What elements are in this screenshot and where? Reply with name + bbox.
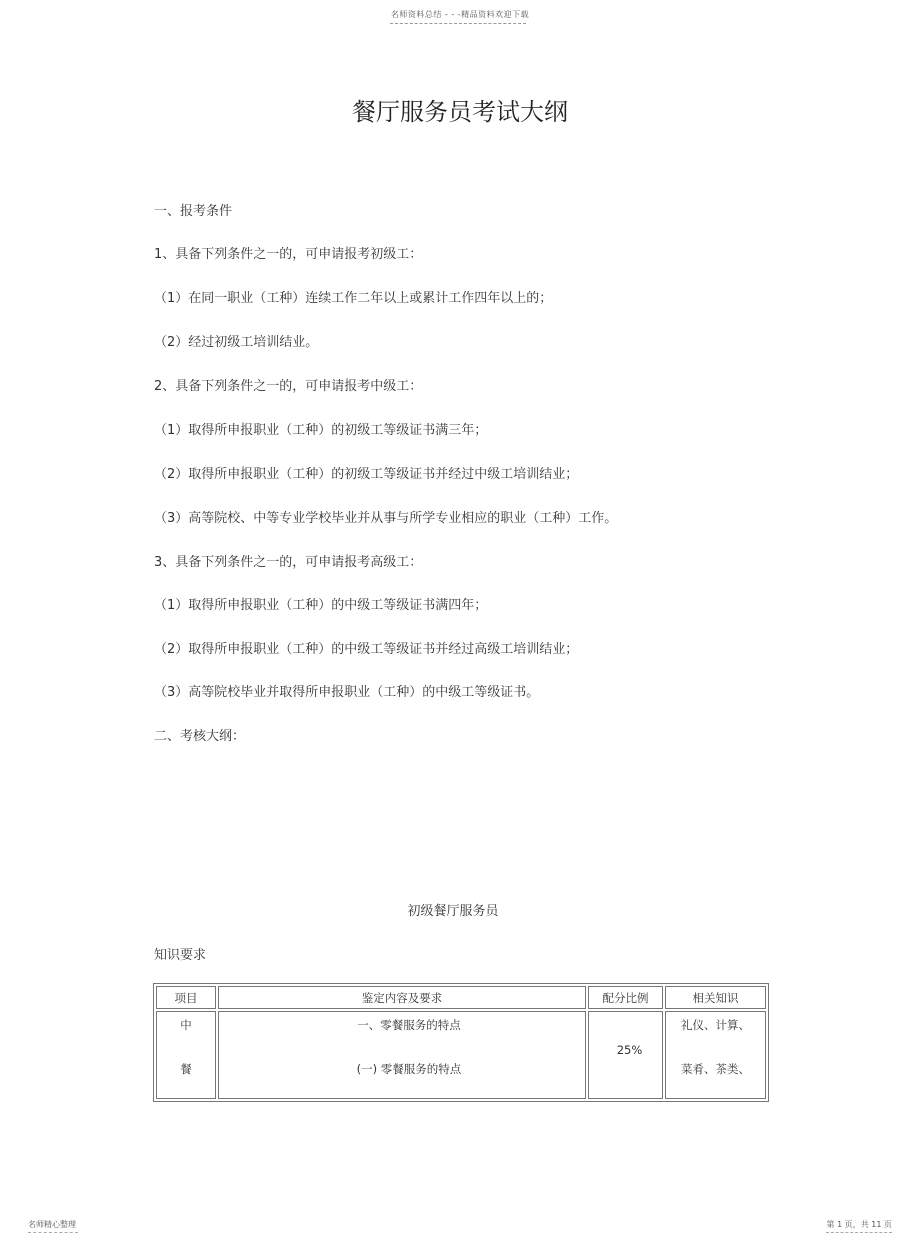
item-top-text: 中: [180, 1018, 192, 1032]
footer-left-note: 名师精心整理: [28, 1220, 76, 1229]
knowledge-bottom-text: 菜肴、茶类、: [681, 1062, 750, 1076]
cell-content: [218, 1011, 586, 1099]
section-heading-outline: 二、考核大纲：: [154, 729, 246, 744]
header-divider: [390, 23, 526, 24]
header-note: 名师资料总结 - - -精品资料欢迎下载: [390, 10, 530, 19]
cell-knowledge: [665, 1011, 766, 1099]
footer-right-divider: [826, 1232, 892, 1233]
page-number: 第 1 页，共 11 页: [826, 1220, 892, 1229]
condition-senior-item-1: （1）取得所申报职业（工种）的中级工等级证书满四年；: [154, 598, 488, 613]
footer-left-divider: [28, 1232, 78, 1233]
condition-junior-item-2: （2）经过初级工培训结业。: [154, 335, 319, 350]
header-item: 项目: [156, 986, 216, 1009]
condition-intermediate-item-3: （3）高等院校、中等专业学校毕业并从事与所学专业相应的职业（工种）工作。: [154, 511, 618, 526]
header-knowledge: 相关知识: [665, 986, 766, 1009]
document-title: 餐厅服务员考试大纲: [352, 98, 568, 126]
section-heading-requirements: 一、报考条件: [154, 204, 233, 219]
knowledge-requirements-label: 知识要求: [154, 948, 207, 963]
condition-intermediate: 2、具备下列条件之一的，可申请报考中级工：: [154, 379, 423, 394]
content-bottom-text: (一) 零餐服务的特点: [356, 1062, 462, 1076]
condition-intermediate-item-1: （1）取得所申报职业（工种）的初级工等级证书满三年；: [154, 423, 488, 438]
table-header-row: [156, 986, 766, 1009]
ratio-value: 25%: [616, 1043, 643, 1057]
condition-senior-item-2: （2）取得所申报职业（工种）的中级工等级证书并经过高级工培训结业；: [154, 642, 579, 657]
cell-ratio: [588, 1011, 663, 1099]
condition-senior-item-3: （3）高等院校毕业并取得所申报职业（工种）的中级工等级证书。: [154, 685, 540, 700]
header-ratio: 配分比例: [588, 986, 663, 1009]
exam-outline-table: [153, 983, 769, 1102]
header-content: 鉴定内容及要求: [218, 986, 586, 1009]
condition-senior: 3、具备下列条件之一的，可申请报考高级工：: [154, 555, 423, 570]
knowledge-top-text: 礼仪、计算、: [681, 1018, 750, 1032]
table-subtitle: 初级餐厅服务员: [407, 904, 499, 919]
table-row: [156, 1011, 766, 1099]
condition-junior-item-1: （1）在同一职业（工种）连续工作二年以上或累计工作四年以上的；: [154, 291, 553, 306]
condition-junior: 1、具备下列条件之一的，可申请报考初级工：: [154, 247, 423, 262]
cell-item: [156, 1011, 216, 1099]
content-top-text: 一、零餐服务的特点: [357, 1018, 461, 1032]
condition-intermediate-item-2: （2）取得所申报职业（工种）的初级工等级证书并经过中级工培训结业；: [154, 467, 579, 482]
item-bottom-text: 餐: [180, 1062, 192, 1076]
